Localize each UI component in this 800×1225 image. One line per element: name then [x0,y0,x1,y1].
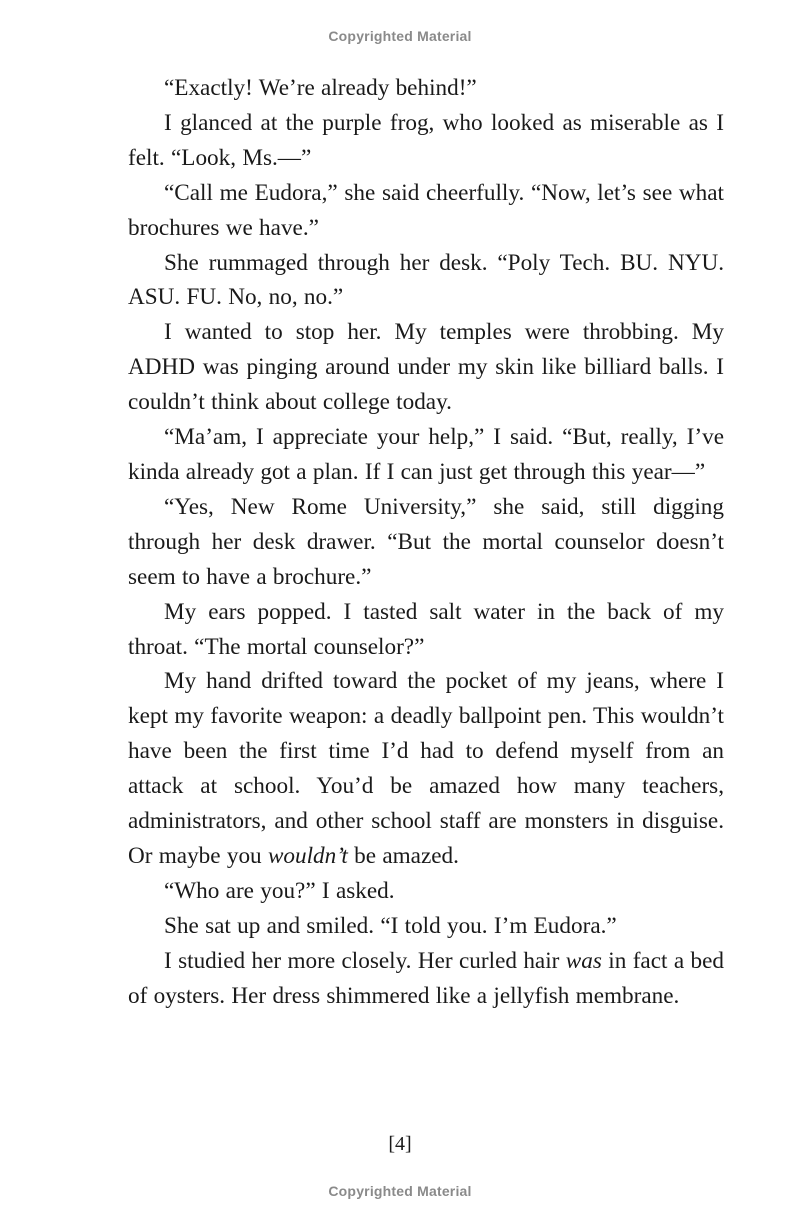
page-body-text [128,71,724,1013]
paragraph: She sat up and smiled. “I told you. I’m Eudora.” [164,912,617,939]
paragraph-text: I studied her more closely. Her curled hair [164,947,566,974]
paragraph [128,944,724,1014]
copyright-watermark-bottom: Copyrighted Material [328,1183,472,1199]
paragraph: “Ma’am, I appreciate your help,” I said. “But, really, I’ve kinda already got a plan. If I can just get through this year—” [128,424,724,485]
paragraph-text: be amazed. [347,842,459,869]
paragraph-text: in fact a bed of oysters. Her dress shimmered like a jellyfish membrane. [128,947,724,1009]
paragraph: “Call me Eudora,” she said cheerfully. “Now, let’s see what brochures we have.” [128,179,724,241]
paragraph: I glanced at the purple frog, who looked as miserable as I felt. “Look, Ms.—” [128,109,724,171]
paragraph-text: My hand drifted toward the pocket of my jeans, where I kept my favorite weapon: a deadly ballpoint pen. This wouldn’t have been the first time I’d had to defend myself from an attack at school. You’d be amazed how many teachers, administrators, and other school staff are monsters in disguise. Or maybe you [128,668,724,869]
paragraph: “Exactly! We’re already behind!” [164,75,477,101]
paragraph: “Who are you?” I asked. [164,877,395,904]
italic-emphasis: was [565,947,602,974]
paragraph: I wanted to stop her. My temples were throbbing. My ADHD was pinging around under my skin like billiard balls. I couldn’t think about college today. [128,319,724,416]
copyright-watermark-top: Copyrighted Material [328,28,472,44]
paragraph: My ears popped. I tasted salt water in the back of my throat. “The mortal counselor?” [128,598,724,660]
paragraph [128,664,724,873]
paragraph: She rummaged through her desk. “Poly Tech. BU. NYU. ASU. FU. No, no, no.” [128,249,724,311]
italic-emphasis: wouldn’t [267,842,348,869]
page-number: [4] [388,1133,412,1155]
paragraph: “Yes, New Rome University,” she said, still digging through her desk drawer. “But the mortal counselor doesn’t seem to have a brochure.” [128,493,724,590]
